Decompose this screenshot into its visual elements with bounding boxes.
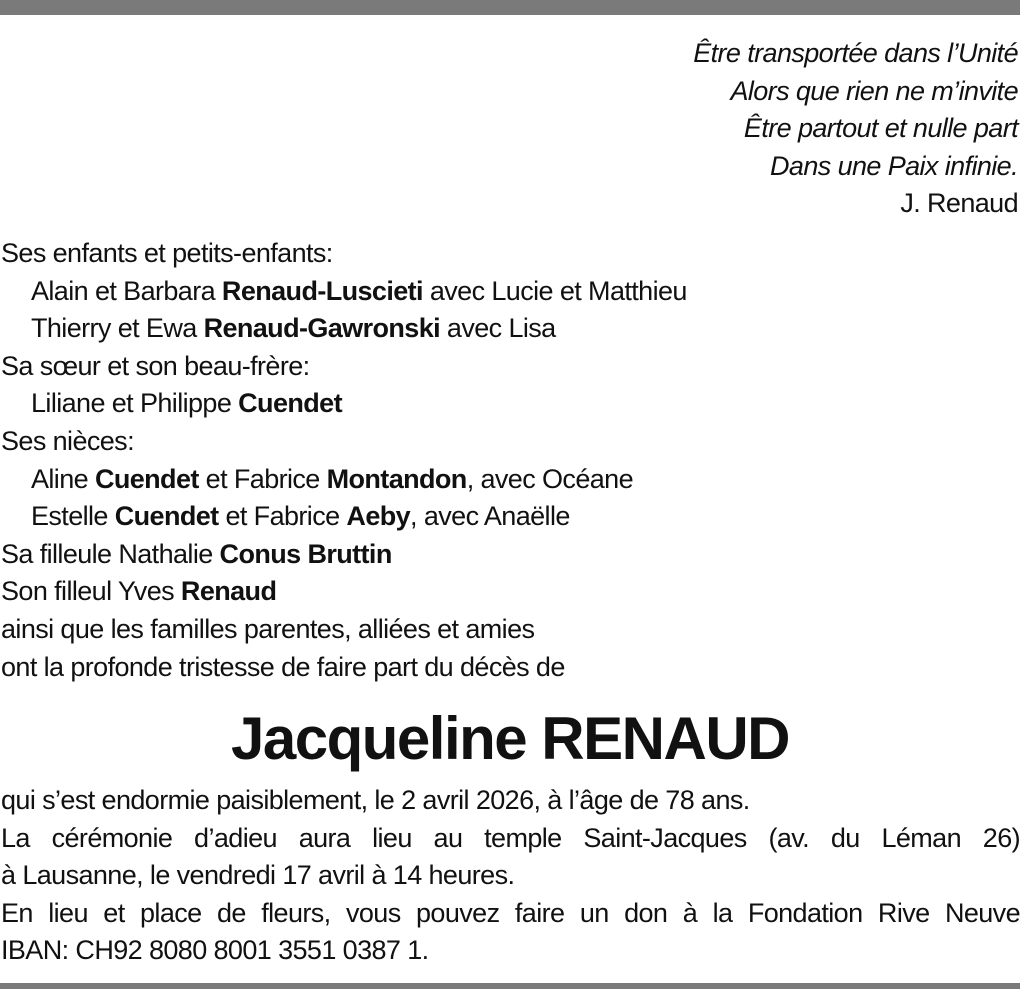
poem-line: Alors que rien ne m’invite <box>730 75 1018 106</box>
iban-line: IBAN: CH92 8080 8001 3551 0387 1. <box>1 935 429 966</box>
family-member-line <box>1 385 1020 423</box>
relatives: , avec Anaëlle <box>410 501 570 532</box>
nieces-heading: Ses nièces: <box>1 425 134 456</box>
surname: Aeby <box>346 501 411 532</box>
donation-line: En lieu et place de fleurs, vous pouvez faire un don à la Fondation Rive Neuve <box>1 897 1020 928</box>
relatives: avec Lucie et Matthieu <box>422 275 687 306</box>
family-member-line <box>1 498 1020 536</box>
surname: Cuendet <box>114 501 219 532</box>
given-names: et Fabrice <box>198 463 327 494</box>
families-line: ainsi que les familles parentes, alliées et amies <box>1 613 535 644</box>
children-heading: Ses enfants et petits-enfants: <box>1 238 333 268</box>
deceased-name: Jacqueline RENAUD <box>231 705 789 772</box>
announce-line: ont la profonde tristesse de faire part du décès de <box>1 651 565 682</box>
top-rule <box>0 0 1020 15</box>
given-names: Son filleul Yves <box>1 576 181 607</box>
surname: Cuendet <box>238 388 342 419</box>
given-names: Liliane et Philippe <box>31 388 239 419</box>
surname: Renaud-Luscieti <box>221 275 423 306</box>
given-names: Alain et Barbara <box>31 275 222 306</box>
given-names: et Fabrice <box>218 501 347 532</box>
surname: Montandon <box>326 463 467 494</box>
surname: Conus Bruttin <box>219 538 392 569</box>
given-names: Aline <box>31 463 95 494</box>
sister-heading: Sa sœur et son beau-frère: <box>1 350 310 381</box>
bottom-rule <box>0 983 1020 989</box>
poem-line: Dans une Paix infinie. <box>770 150 1018 181</box>
ceremony-details <box>1 782 1020 970</box>
poem-author: J. Renaud <box>900 188 1018 219</box>
ceremony-line: La cérémonie d’adieu aura lieu au temple Saint-Jacques (av. du Léman 26) <box>1 822 1020 853</box>
surname: Renaud-Gawronski <box>203 313 441 344</box>
given-names: Thierry et Ewa <box>31 313 204 344</box>
passing-line: qui s’est endormie paisiblement, le 2 avril 2026, à l’âge de 78 ans. <box>1 785 750 815</box>
surname: Renaud <box>180 576 277 607</box>
family-member-line <box>1 273 1020 311</box>
poem <box>693 35 1018 223</box>
family-member-line <box>1 573 1020 611</box>
family-list <box>1 235 1020 686</box>
family-member-line <box>1 536 1020 574</box>
poem-line: Être partout et nulle part <box>743 113 1018 144</box>
given-names: Estelle <box>31 501 115 532</box>
family-member-line <box>1 461 1020 499</box>
given-names: Sa filleule Nathalie <box>1 538 220 569</box>
poem-line: Être transportée dans l’Unité <box>693 38 1018 68</box>
surname: Cuendet <box>94 463 199 494</box>
relatives: , avec Océane <box>466 463 633 494</box>
ceremony-date-line: à Lausanne, le vendredi 17 avril à 14 heures. <box>1 860 515 891</box>
family-member-line <box>1 310 1020 348</box>
relatives: avec Lisa <box>440 313 556 344</box>
